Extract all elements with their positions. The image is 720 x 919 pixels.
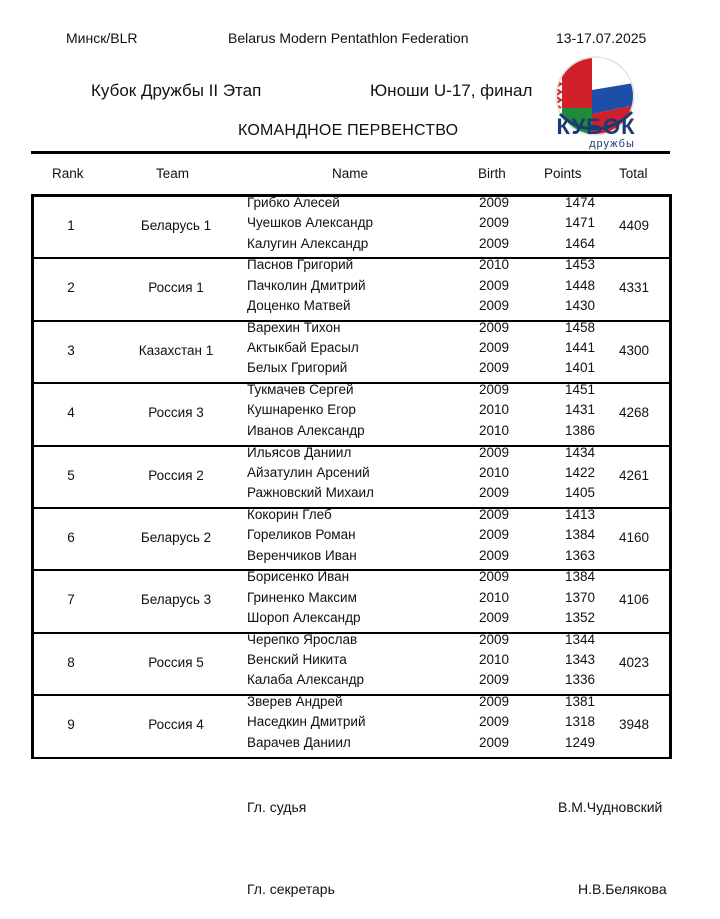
athlete-row (34, 590, 669, 610)
event-title: Кубок Дружбы II Этап (91, 81, 262, 100)
athlete-birth: 2009 (479, 235, 510, 251)
team-block (34, 444, 669, 509)
athlete-row (34, 298, 669, 318)
athlete-birth: 2009 (479, 195, 510, 210)
athlete-row (34, 569, 669, 589)
athlete-points: 1249 (565, 734, 596, 750)
judge-label: Гл. судья (247, 799, 307, 815)
athlete-name: Шороп Александр (247, 609, 361, 625)
athlete-row (34, 694, 669, 714)
athlete-name: Иванов Александр (247, 422, 365, 438)
athlete-name: Черепко Ярослав (247, 631, 358, 647)
athlete-birth: 2009 (479, 215, 510, 231)
athlete-birth: 2009 (479, 277, 510, 293)
team-rank: 8 (67, 654, 75, 670)
athlete-points: 1344 (565, 631, 596, 647)
athlete-name: Ильясов Даниил (247, 444, 352, 460)
athlete-row (34, 527, 669, 547)
athlete-birth: 2009 (479, 714, 510, 730)
athlete-points: 1448 (565, 277, 596, 293)
athlete-birth: 2009 (479, 319, 510, 335)
athlete-birth: 2010 (479, 589, 510, 605)
athlete-name: Паснов Григорий (247, 257, 354, 273)
athlete-birth: 2009 (479, 631, 510, 647)
col-total: Total (619, 166, 648, 181)
city-label: Минск/BLR (66, 30, 138, 46)
team-total: 4261 (619, 467, 650, 483)
athlete-row (34, 382, 669, 402)
team-rank: 3 (67, 342, 75, 358)
athlete-name: Кушнаренко Егор (247, 402, 356, 418)
athlete-row (34, 735, 669, 755)
team-name: Россия 2 (148, 467, 204, 483)
athlete-name: Актыкбай Ерасыл (247, 340, 359, 356)
team-rank: 2 (67, 280, 75, 296)
athlete-row (34, 340, 669, 360)
header-rule (31, 151, 670, 154)
athlete-name: Кокорин Глеб (247, 506, 332, 522)
athlete-points: 1352 (565, 609, 596, 625)
athlete-points: 1464 (565, 235, 596, 251)
athlete-birth: 2009 (479, 382, 510, 398)
col-birth: Birth (478, 166, 506, 181)
athlete-points: 1405 (565, 485, 596, 501)
athlete-points: 1370 (565, 589, 596, 605)
team-block (34, 571, 669, 633)
athlete-birth: 2010 (479, 652, 510, 668)
athlete-points: 1441 (565, 340, 596, 356)
team-name: Беларусь 1 (140, 218, 212, 233)
athlete-name: Пачколин Дмитрий (247, 277, 366, 293)
athlete-birth: 2009 (479, 609, 510, 625)
event-category: Юноши U-17, финал (370, 81, 533, 100)
athlete-name: Борисенко Иван (247, 569, 350, 585)
athlete-row (34, 445, 669, 465)
athlete-row (34, 236, 669, 256)
athlete-name: Калаба Александр (247, 672, 364, 688)
team-total: 4106 (619, 592, 650, 608)
team-rank: 6 (67, 529, 75, 545)
athlete-name: Чуешков Александр (247, 215, 373, 231)
team-name: Россия 3 (148, 405, 204, 421)
col-points: Points (544, 166, 582, 181)
team-rank: 1 (67, 218, 75, 233)
athlete-points: 1458 (565, 319, 596, 335)
athlete-name: Варачев Даниил (247, 734, 351, 750)
team-name: Россия 4 (148, 717, 204, 733)
team-block (34, 319, 669, 384)
logo-word: КУБОК (556, 114, 636, 139)
team-name: Беларусь 3 (140, 592, 212, 608)
team-total: 4409 (619, 218, 650, 233)
athlete-row (34, 402, 669, 422)
athlete-row (34, 278, 669, 298)
team-total: 3948 (619, 717, 650, 733)
friendship-cup-logo (540, 54, 658, 152)
athlete-points: 1381 (565, 694, 596, 710)
athlete-name: Гореликов Роман (247, 527, 356, 543)
athlete-row (34, 548, 669, 568)
athlete-points: 1336 (565, 672, 596, 688)
team-block (34, 696, 669, 756)
athlete-row (34, 507, 669, 527)
athlete-birth: 2009 (479, 506, 510, 522)
athlete-birth: 2010 (479, 464, 510, 480)
athlete-row (34, 423, 669, 443)
athlete-birth: 2009 (479, 547, 510, 563)
athlete-birth: 2009 (479, 360, 510, 376)
athlete-row (34, 714, 669, 734)
athlete-row (34, 672, 669, 692)
athlete-row (34, 320, 669, 340)
team-total: 4160 (619, 529, 650, 545)
athlete-birth: 2009 (479, 340, 510, 356)
team-total: 4023 (619, 654, 650, 670)
athlete-points: 1384 (565, 569, 596, 585)
athlete-points: 1384 (565, 527, 596, 543)
athlete-row (34, 485, 669, 505)
athlete-name: Веренчиков Иван (247, 547, 357, 563)
team-rank: 7 (67, 592, 75, 608)
team-name: Россия 5 (148, 654, 204, 670)
athlete-row (34, 465, 669, 485)
judge-name: В.М.Чудновский (558, 799, 663, 815)
athlete-points: 1430 (565, 297, 596, 313)
team-block (34, 506, 669, 571)
secretary-name: Н.В.Белякова (578, 881, 667, 897)
athlete-birth: 2009 (479, 485, 510, 501)
team-name: Казахстан 1 (138, 342, 214, 358)
secretary-label: Гл. секретарь (247, 881, 335, 897)
athlete-points: 1434 (565, 444, 596, 460)
athlete-row (34, 632, 669, 652)
athlete-points: 1431 (565, 402, 596, 418)
team-block (34, 384, 669, 446)
team-total: 4300 (619, 342, 650, 358)
team-name: Россия 1 (148, 280, 204, 296)
athlete-birth: 2009 (479, 734, 510, 750)
athlete-name: Наседкин Дмитрий (247, 714, 366, 730)
athlete-birth: 2009 (479, 672, 510, 688)
col-rank: Rank (52, 166, 84, 181)
team-block (34, 259, 669, 321)
athlete-row (34, 215, 669, 235)
athlete-name: Тукмачев Сергей (247, 382, 354, 398)
logo-subword: дружбы (589, 138, 635, 150)
athlete-name: Зверев Андрей (247, 694, 343, 710)
event-dates: 13-17.07.2025 (556, 30, 647, 46)
athlete-name: Доценко Матвей (247, 297, 351, 313)
team-block (34, 631, 669, 696)
team-rank: 9 (67, 717, 75, 733)
athlete-points: 1343 (565, 652, 596, 668)
team-total: 4331 (619, 280, 650, 296)
athlete-points: 1363 (565, 547, 596, 563)
athlete-points: 1471 (565, 215, 596, 231)
athlete-name: Варехин Тихон (247, 319, 341, 335)
athlete-row (34, 195, 669, 215)
athlete-name: Айзатулин Арсений (247, 464, 370, 480)
team-block (34, 197, 669, 259)
results-table (31, 194, 672, 759)
athlete-points: 1422 (565, 464, 596, 480)
athlete-birth: 2009 (479, 527, 510, 543)
team-rank: 4 (67, 405, 75, 421)
athlete-row (34, 360, 669, 380)
athlete-birth: 2009 (479, 694, 510, 710)
athlete-name: Калугин Александр (247, 235, 369, 251)
col-team: Team (156, 166, 190, 181)
athlete-birth: 2009 (479, 569, 510, 585)
athlete-points: 1386 (565, 422, 596, 438)
athlete-row (34, 652, 669, 672)
athlete-name: Ражновский Михаил (247, 485, 374, 501)
page-title: КОМАНДНОЕ ПЕРВЕНСТВО (238, 122, 459, 139)
athlete-row (34, 610, 669, 630)
athlete-birth: 2009 (479, 444, 510, 460)
col-name: Name (332, 166, 369, 181)
athlete-points: 1451 (565, 382, 596, 398)
athlete-points: 1401 (565, 360, 596, 376)
athlete-birth: 2010 (479, 422, 510, 438)
athlete-points: 1474 (565, 195, 596, 210)
athlete-birth: 2010 (479, 402, 510, 418)
athlete-points: 1318 (565, 714, 596, 730)
federation-name: Belarus Modern Pentathlon Federation (228, 30, 469, 46)
athlete-birth: 2009 (479, 297, 510, 313)
athlete-points: 1413 (565, 506, 596, 522)
athlete-name: Белых Григорий (247, 360, 348, 376)
team-total: 4268 (619, 405, 650, 421)
athlete-name: Венский Никита (247, 652, 347, 668)
athlete-name: Гриненко Максим (247, 589, 357, 605)
athlete-row (34, 257, 669, 277)
athlete-birth: 2010 (479, 257, 510, 273)
athlete-points: 1453 (565, 257, 596, 273)
team-rank: 5 (67, 467, 75, 483)
team-name: Беларусь 2 (140, 529, 212, 545)
athlete-name: Грибко Алесей (247, 195, 340, 210)
